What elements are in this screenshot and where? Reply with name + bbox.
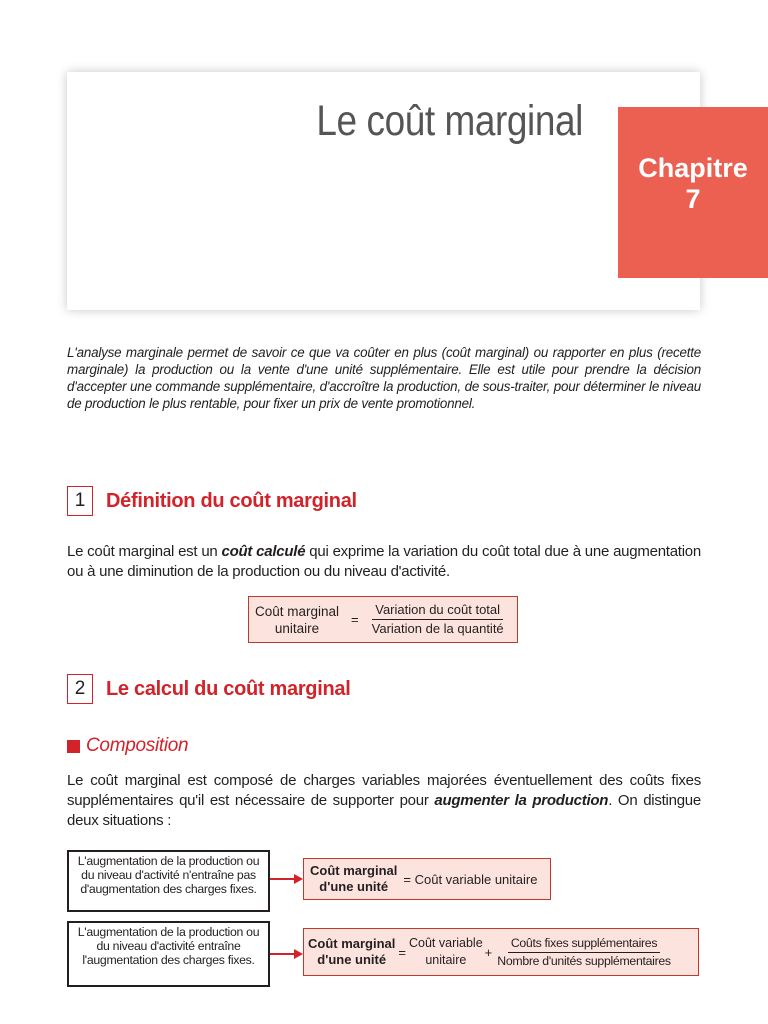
formula-equals: =: [398, 944, 406, 960]
section-heading: Le calcul du coût marginal: [106, 677, 351, 700]
bullet-square-icon: [67, 740, 80, 753]
section-number: 1: [67, 486, 93, 516]
arrow-right-icon: [270, 947, 304, 961]
formula-lhs: Coût marginal d'une unité: [308, 936, 396, 967]
case-2-formula: [303, 928, 699, 976]
arrow-right-icon: [270, 872, 304, 886]
formula-plus: +: [484, 944, 493, 960]
case-2-note: L'augmentation de la production ou du niveau d'activité entraîne l'augmentation des charges fixes.: [67, 921, 270, 987]
formula-lhs: Coût marginal unitaire: [255, 603, 340, 636]
composition-subheading: Composition: [67, 735, 188, 757]
section-1-header: [67, 486, 357, 516]
chapter-title: Le coût marginal: [316, 97, 583, 145]
definition-paragraph: Le coût marginal est un coût calculé qui exprime la variation du coût total due à une augmentation ou à une diminution de la production ou du niveau d'activité.: [67, 543, 701, 580]
formula-rhs: = Coût variable unitaire: [403, 871, 538, 887]
section-number: 2: [67, 674, 93, 704]
formula-lhs: Coût marginal d'une unité: [310, 863, 398, 894]
formula-equals: =: [351, 612, 359, 627]
formula-fraction: $\frac{\text{Coûts fixes supplémentaires}}{\text{Nombre d'unités supplémentaires}}$: [497, 935, 671, 968]
section-2-header: [67, 674, 350, 704]
chapter-number: 7: [685, 184, 701, 214]
chapter-badge: [618, 107, 768, 278]
case-1-note: L'augmentation de la production ou du niveau d'activité n'entraîne pas d'augmentation des charges fixes.: [67, 850, 270, 912]
intro-paragraph: L'analyse marginale permet de savoir ce que va coûter en plus (coût marginal) ou rapporter en plus (recette marginale) la production ou la vente d'une unité supplémentaire. Elle est utile pour prendre la décision d'accepter une commande supplémentaire, d'accroître la production, de sous-traiter, pour déterminer le niveau de production le plus rentable, pour fixer un prix de vente promotionnel.: [67, 345, 701, 411]
chapter-label: Chapitre: [638, 153, 748, 183]
section-heading: Définition du coût marginal: [106, 489, 357, 512]
case-1-formula: [303, 858, 551, 900]
composition-paragraph: Le coût marginal est composé de charges variables majorées éventuellement des coûts fixes supplémentaires qu'il est nécessaire de supporter pour augmenter la production. On distingue deux situations :: [67, 772, 701, 829]
formula-term-1: Coût variable unitaire: [409, 936, 483, 967]
formula-fraction: $\frac{\text{Variation du coût total}}{\text{Variation de la quantité}}$: [371, 602, 504, 636]
definition-formula: [248, 596, 518, 643]
